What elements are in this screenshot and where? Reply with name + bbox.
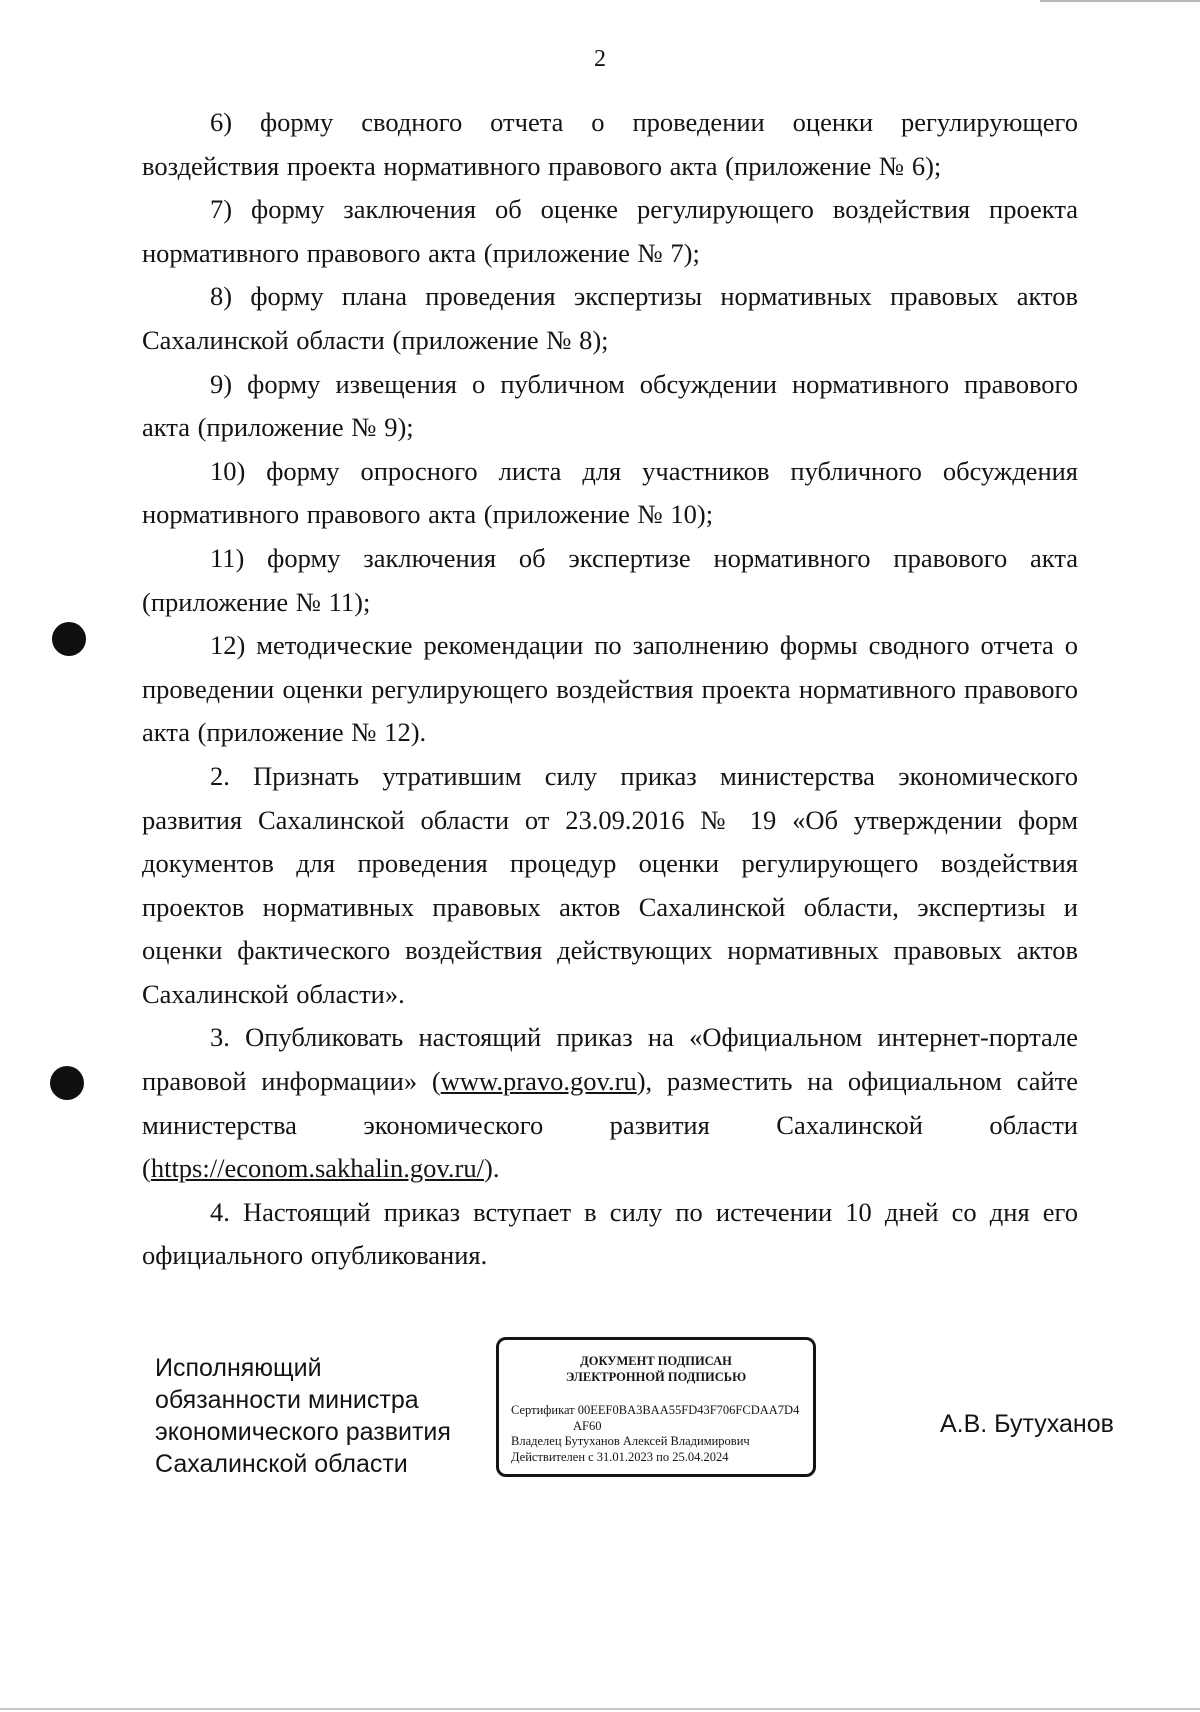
stamp-title	[499, 1354, 813, 1385]
signer-name: А.В. Бутуханов	[940, 1410, 1114, 1438]
paragraph-publication	[142, 1016, 1078, 1190]
paragraph-item-7: 7) форму заключения об оценке регулирующего воздействия проекта нормативного правового акта (приложение № 7);	[142, 194, 1078, 268]
site-link[interactable]: https://econom.sakhalin.gov.ru/	[150, 1153, 484, 1184]
stamp-title-line: ДОКУМЕНТ ПОДПИСАН	[580, 1354, 732, 1368]
paragraph-item-6: 6) форму сводного отчета о проведении оценки регулирующего воздействия проекта нормативного правового акта (приложение № 6);	[142, 107, 1078, 181]
punch-hole-upper	[52, 622, 86, 656]
scan-edge-top	[1040, 0, 1200, 2]
stamp-details	[499, 1403, 813, 1465]
scan-edge-bottom	[0, 1708, 1200, 1710]
paragraph-repeal: 2. Признать утратившим силу приказ министерства экономического развития Сахалинской области от 23.09.2016 № 19 «Об утверждении форм документов для проведения процедур оценки регулирующего воздействия проектов нормативных правовых актов Сахалинской области, экспертизы и оценки фактического воздействия действующих нормативных правовых актов Сахалинской области».	[142, 760, 1078, 1009]
paragraph-item-9: 9) форму извещения о публичном обсуждении нормативного правового акта (приложение № 9);	[142, 368, 1078, 443]
stamp-validity: Действителен с 31.01.2023 по 25.04.2024	[511, 1449, 729, 1464]
stamp-certificate-cont: AF60	[573, 1418, 602, 1433]
stamp-owner: Владелец Бутуханов Алексей Владимирович	[511, 1434, 750, 1448]
signer-title-line: обязанности министра	[155, 1386, 419, 1414]
punch-hole-lower	[50, 1066, 84, 1100]
signer-title-line: Исполняющий	[155, 1354, 322, 1382]
paragraph-item-10: 10) форму опросного листа для участников публичного обсуждения нормативного правового акта (приложение № 10);	[142, 455, 1078, 530]
document-body	[142, 101, 1078, 1278]
stamp-certificate: Сертификат 00EEF0BA3BAA55FD43F706FCDAA7D4	[511, 1403, 800, 1417]
stamp-title-line: ЭЛЕКТРОННОЙ ПОДПИСЬЮ	[565, 1369, 747, 1384]
signer-title-line: Сахалинской области	[155, 1450, 408, 1478]
publication-middle: ), разместить на официальном сайте министерства экономического развития Сахалинской области (	[142, 1066, 1079, 1184]
publication-intro: 3. Опубликовать настоящий приказ на «Официальном интернет-портале правовой информации» (	[142, 1022, 1078, 1097]
paragraph-item-12: 12) методические рекомендации по заполнению формы сводного отчета о проведении оценки регулирующего воздействия проекта нормативного правового акта (приложение № 12).	[142, 630, 1078, 748]
page-number: 2	[594, 46, 606, 72]
paragraph-effective: 4. Настоящий приказ вступает в силу по истечении 10 дней со дня его официального опубликования.	[142, 1196, 1078, 1271]
electronic-signature-stamp	[496, 1337, 816, 1477]
paragraph-item-8: 8) форму плана проведения экспертизы нормативных правовых актов Сахалинской области (приложение № 8);	[142, 281, 1078, 355]
publication-end: ).	[484, 1153, 500, 1184]
signer-title	[155, 1352, 485, 1480]
signer-title-line: экономического развития	[155, 1418, 451, 1446]
paragraph-item-11: 11) форму заключения об экспертизе нормативного правового акта (приложение № 11);	[142, 542, 1078, 617]
portal-link[interactable]: www.pravo.gov.ru	[440, 1066, 637, 1097]
